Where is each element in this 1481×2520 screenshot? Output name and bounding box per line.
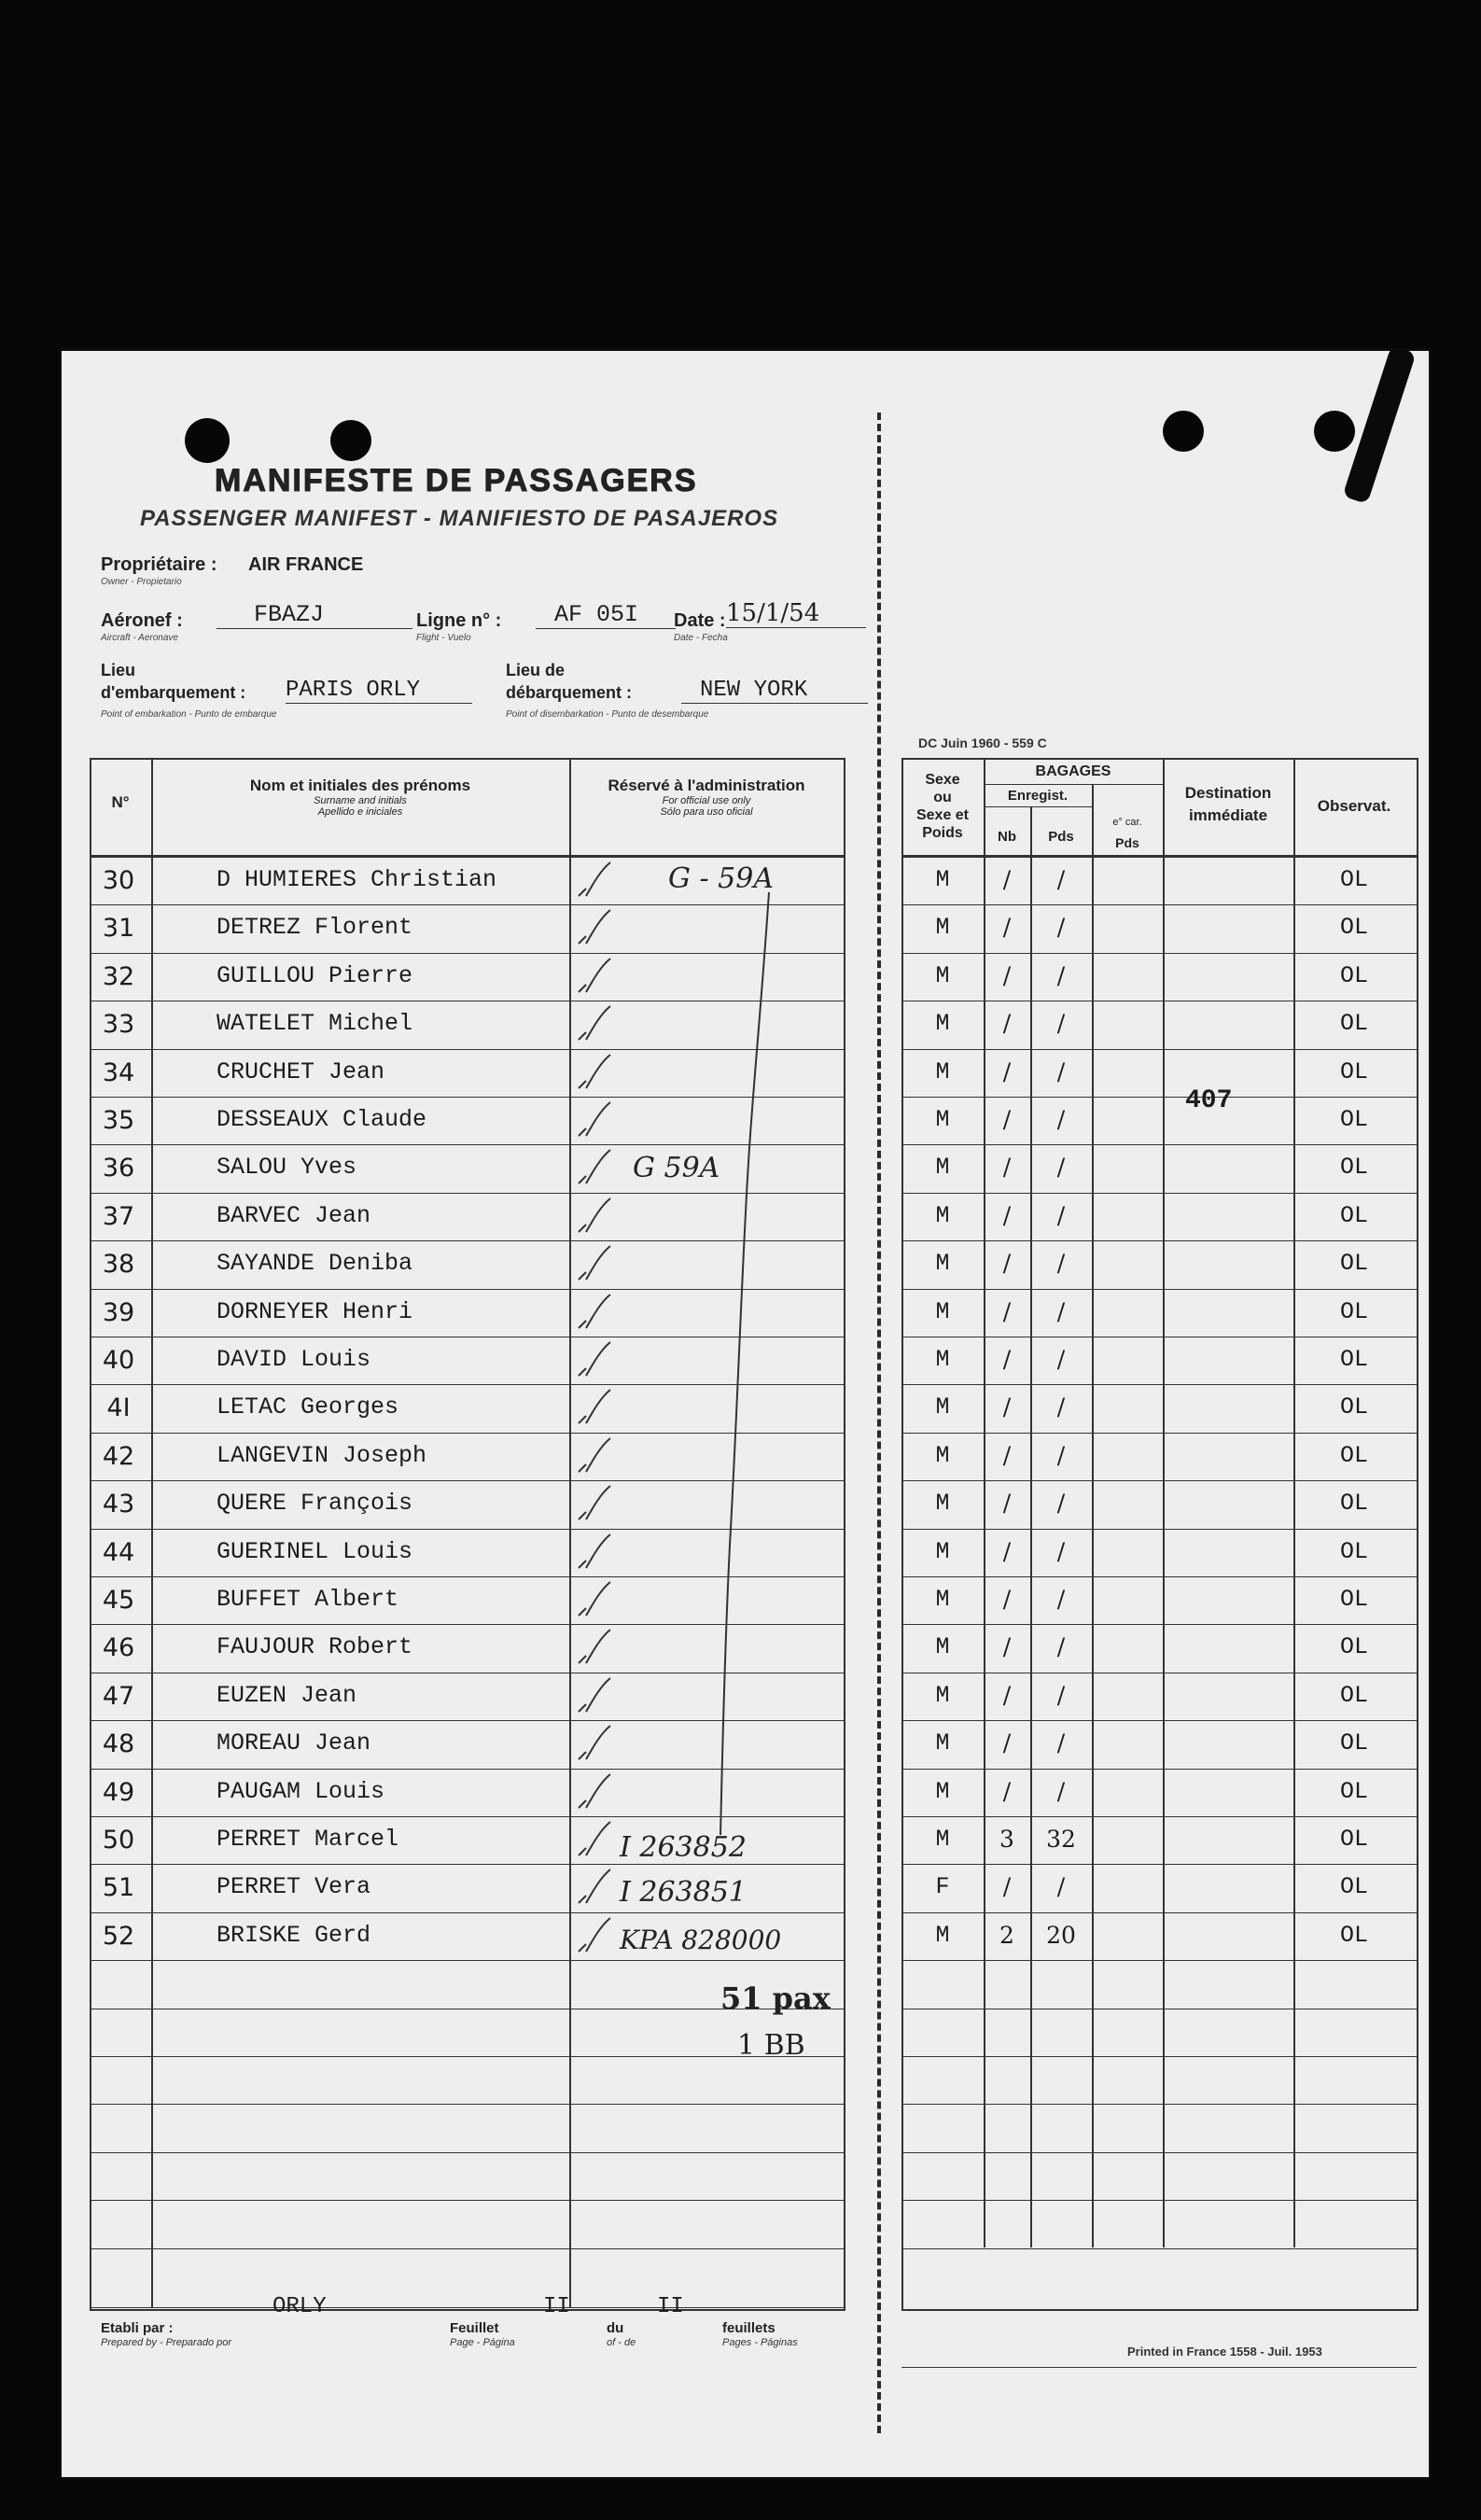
baggage-count: / xyxy=(1002,1202,1012,1229)
passenger-name: LETAC Georges xyxy=(217,1393,399,1421)
prepared-by-label: Etabli par : xyxy=(101,2320,174,2336)
passenger-sex: M xyxy=(935,1298,950,1325)
of-label: du xyxy=(607,2320,624,2336)
observation: OL xyxy=(1339,1393,1368,1421)
baggage-weight: / xyxy=(1056,866,1066,893)
row-line-right xyxy=(901,2200,1417,2201)
observation: OL xyxy=(1339,1010,1368,1037)
observation: OL xyxy=(1339,1922,1368,1949)
col-header-sex-4: Poids xyxy=(922,825,963,841)
printed-in-france: Printed in France 1558 - Juil. 1953 xyxy=(1127,2345,1322,2359)
passenger-sex: M xyxy=(935,1729,950,1757)
observation: OL xyxy=(1339,914,1368,941)
passenger-row-details xyxy=(901,1769,1417,1817)
baggage-weight: / xyxy=(1056,1586,1066,1613)
passenger-name: GUERINEL Louis xyxy=(217,1538,413,1565)
passenger-name: SALOU Yves xyxy=(217,1154,357,1181)
passenger-sex: M xyxy=(935,1250,950,1277)
passenger-number: 43 xyxy=(102,1490,135,1519)
check-mark-icon xyxy=(575,1818,612,1866)
row-line-right xyxy=(901,2248,1417,2249)
check-mark-icon xyxy=(575,1722,612,1770)
flight-sub: Flight - Vuelo xyxy=(416,633,471,643)
row-line-right xyxy=(901,2104,1417,2105)
prepared-by-sub: Prepared by - Preparado por xyxy=(101,2337,232,2348)
passenger-row-details xyxy=(901,1529,1417,1577)
center-fold-line xyxy=(877,413,881,2433)
passenger-number: 34 xyxy=(102,1058,135,1087)
baggage-count: / xyxy=(1002,1729,1012,1757)
passenger-row-details xyxy=(901,1097,1417,1145)
total-bb-note: 1 BB xyxy=(737,2029,805,2062)
row-line-left xyxy=(90,2200,844,2201)
passenger-name: BARVEC Jean xyxy=(217,1202,371,1229)
col-header-name-es: Apellido e iniciales xyxy=(317,806,403,818)
baggage-count: / xyxy=(1002,962,1012,989)
col-header-admin-en: For official use only xyxy=(662,795,751,806)
baggage-weight: / xyxy=(1056,1682,1066,1709)
passenger-sex: M xyxy=(935,1393,950,1421)
baggage-divider xyxy=(984,784,1163,785)
passenger-sex: M xyxy=(935,1586,950,1613)
observation: OL xyxy=(1339,1778,1368,1805)
aircraft-sub: Aircraft - Aeronave xyxy=(101,633,178,643)
passenger-row-details xyxy=(901,1193,1417,1241)
baggage-weight: / xyxy=(1056,1298,1066,1325)
check-mark-icon xyxy=(575,1866,612,1913)
col-header-sex-1: Sexe xyxy=(925,772,960,788)
observation: OL xyxy=(1339,1058,1368,1085)
observation: OL xyxy=(1339,1873,1368,1900)
passenger-name: DAVID Louis xyxy=(217,1346,371,1373)
manifest-title: MANIFESTE DE PASSAGERS xyxy=(215,463,698,498)
passenger-sex: M xyxy=(935,1106,950,1133)
check-mark-icon xyxy=(575,955,612,1002)
observation: OL xyxy=(1339,1586,1368,1613)
passenger-number: 52 xyxy=(102,1922,135,1951)
passenger-number: 30 xyxy=(102,866,135,895)
baggage-weight: / xyxy=(1056,1873,1066,1900)
observation: OL xyxy=(1339,1154,1368,1181)
check-mark-icon xyxy=(575,1146,612,1194)
baggage-count: / xyxy=(1002,1298,1012,1325)
passenger-name: EUZEN Jean xyxy=(217,1682,357,1709)
of-sub: of - de xyxy=(607,2337,636,2348)
owner-value: AIR FRANCE xyxy=(248,554,364,575)
baggage-count: / xyxy=(1002,1682,1012,1709)
admin-note-30: G - 59A xyxy=(668,862,775,895)
passenger-row-details xyxy=(901,953,1417,1001)
check-mark-icon xyxy=(575,1195,612,1242)
passenger-number: 32 xyxy=(102,962,135,991)
sheets-label: feuillets xyxy=(722,2320,775,2336)
passenger-name: LANGEVIN Joseph xyxy=(217,1442,427,1469)
baggage-count: / xyxy=(1002,1490,1012,1517)
row-line-left xyxy=(90,2152,844,2153)
passenger-sex: M xyxy=(935,1154,950,1181)
row-line-right xyxy=(901,2152,1417,2153)
check-mark-icon xyxy=(575,1386,612,1434)
flight-label: Ligne n° : xyxy=(416,610,502,631)
passenger-row-details xyxy=(901,1480,1417,1529)
passenger-sex: M xyxy=(935,1922,950,1949)
passenger-number: 35 xyxy=(102,1106,135,1135)
col-header-admin-es: Sólo para uso oficial xyxy=(660,806,753,818)
passenger-row-details xyxy=(901,1576,1417,1625)
footer-divider-right xyxy=(901,2367,1417,2368)
baggage-weight: / xyxy=(1056,914,1066,941)
passenger-row-details xyxy=(901,1144,1417,1193)
observation: OL xyxy=(1339,1298,1368,1325)
baggage-weight: / xyxy=(1056,1538,1066,1565)
baggage-count: / xyxy=(1002,1538,1012,1565)
baggage-count: / xyxy=(1002,1586,1012,1613)
baggage-count: / xyxy=(1002,1778,1012,1805)
passenger-name: MOREAU Jean xyxy=(217,1729,371,1757)
passenger-number: 42 xyxy=(102,1442,135,1471)
embark-sub: Point of embarkation - Punto de embarque xyxy=(101,709,277,720)
col-header-sex-3: Sexe et xyxy=(915,807,970,823)
check-mark-icon xyxy=(575,1578,612,1626)
baggage-count: / xyxy=(1002,866,1012,893)
observation: OL xyxy=(1339,1106,1368,1133)
passenger-sex: M xyxy=(935,866,950,893)
footer-divider-left xyxy=(90,2307,844,2308)
of-value: II xyxy=(657,2294,684,2319)
observation: OL xyxy=(1339,962,1368,989)
baggage-weight: / xyxy=(1056,962,1066,989)
passenger-sex: F xyxy=(935,1873,950,1900)
passenger-name: WATELET Michel xyxy=(217,1010,413,1037)
passenger-number: 49 xyxy=(102,1778,135,1807)
col-header-pds: Pds xyxy=(1048,829,1074,845)
passenger-row-details xyxy=(901,857,1417,905)
embark-label-2: d'embarquement : xyxy=(101,683,246,702)
date-value: 15/1/54 xyxy=(726,599,866,628)
passenger-name: SAYANDE Deniba xyxy=(217,1250,413,1277)
baggage-weight: / xyxy=(1056,1154,1066,1181)
col-header-nb: Nb xyxy=(998,829,1016,845)
col-header-dest-2: immédiate xyxy=(1188,806,1268,824)
baggage-count: / xyxy=(1002,1442,1012,1469)
admin-note-52: KPA 828000 xyxy=(620,1925,782,1955)
check-mark-icon xyxy=(575,1482,612,1530)
passenger-number: 46 xyxy=(102,1633,135,1662)
baggage-count: / xyxy=(1002,1010,1012,1037)
check-mark-icon xyxy=(575,859,612,906)
baggage-count: / xyxy=(1002,1154,1012,1181)
passenger-name: BUFFET Albert xyxy=(217,1586,399,1613)
baggage-count: / xyxy=(1002,1346,1012,1373)
passenger-number: 40 xyxy=(102,1346,135,1375)
baggage-count: / xyxy=(1002,1393,1012,1421)
passenger-name: FAUJOUR Robert xyxy=(217,1633,413,1660)
baggage-count: 2 xyxy=(999,1922,1014,1949)
baggage-count: / xyxy=(1002,1250,1012,1277)
form-reference: DC Juin 1960 - 559 C xyxy=(918,735,1047,750)
passenger-name: GUILLOU Pierre xyxy=(217,962,413,989)
enreg-divider xyxy=(984,806,1092,807)
passenger-number: 33 xyxy=(102,1010,135,1039)
baggage-weight: / xyxy=(1056,1250,1066,1277)
passenger-number: 38 xyxy=(102,1250,135,1279)
observation: OL xyxy=(1339,1202,1368,1229)
punch-hole-right-2 xyxy=(1314,411,1355,452)
passenger-sex: M xyxy=(935,1538,950,1565)
passenger-row-details xyxy=(901,1384,1417,1433)
baggage-count: / xyxy=(1002,1058,1012,1085)
passenger-sex: M xyxy=(935,1058,950,1085)
passenger-row-details xyxy=(901,1816,1417,1865)
passenger-number: 4I xyxy=(106,1393,131,1422)
passenger-number: 36 xyxy=(102,1154,135,1183)
total-pax-note: 51 pax xyxy=(720,1981,831,2016)
check-mark-icon xyxy=(575,1002,612,1050)
admin-note-50: I 263852 xyxy=(620,1831,747,1864)
baggage-weight: / xyxy=(1056,1010,1066,1037)
sheet-label: Feuillet xyxy=(450,2320,499,2336)
admin-note-51: I 263851 xyxy=(620,1876,747,1909)
admin-note-36: G 59A xyxy=(633,1152,720,1184)
passenger-row-details xyxy=(901,1864,1417,1912)
baggage-weight: / xyxy=(1056,1058,1066,1085)
passenger-sex: M xyxy=(935,1490,950,1517)
sheet-value: II xyxy=(543,2294,570,2319)
disembark-label-1: Lieu de xyxy=(506,661,566,679)
passenger-row-details xyxy=(901,1912,1417,1961)
passenger-row-details xyxy=(901,1337,1417,1385)
passenger-number: 37 xyxy=(102,1202,135,1231)
check-mark-icon xyxy=(575,1771,612,1818)
passenger-row-details xyxy=(901,1433,1417,1481)
observation: OL xyxy=(1339,1538,1368,1565)
disembark-label-2: débarquement : xyxy=(506,683,633,702)
col-header-name: Nom et initiales des prénoms xyxy=(249,777,471,794)
observation: OL xyxy=(1339,1250,1368,1277)
col-header-admin: Réservé à l'administration xyxy=(608,777,805,794)
destination-407: 407 xyxy=(1185,1086,1233,1115)
check-mark-icon xyxy=(575,1531,612,1578)
baggage-weight: / xyxy=(1056,1490,1066,1517)
passenger-sex: M xyxy=(935,1682,950,1709)
passenger-name: PAUGAM Louis xyxy=(217,1778,385,1805)
check-mark-icon xyxy=(575,1338,612,1386)
passenger-row-details xyxy=(901,1049,1417,1098)
baggage-count: / xyxy=(1002,1106,1012,1133)
owner-sub: Owner - Propietario xyxy=(101,577,182,587)
observation: OL xyxy=(1339,1633,1368,1660)
prepared-by-value: ORLY xyxy=(272,2294,327,2319)
disembark-value: NEW YORK xyxy=(681,678,868,704)
observation: OL xyxy=(1339,1346,1368,1373)
baggage-weight: / xyxy=(1056,1778,1066,1805)
aircraft-label: Aéronef : xyxy=(101,610,183,631)
row-line-left xyxy=(90,2248,844,2249)
passenger-row-details xyxy=(901,1240,1417,1289)
passenger-row-details xyxy=(901,1289,1417,1337)
check-mark-icon xyxy=(575,1626,612,1673)
passenger-name: DESSEAUX Claude xyxy=(217,1106,427,1133)
manifest-sheet xyxy=(62,351,1429,2477)
passenger-sex: M xyxy=(935,1346,950,1373)
baggage-weight: / xyxy=(1056,1729,1066,1757)
passenger-sex: M xyxy=(935,914,950,941)
passenger-number: 39 xyxy=(102,1298,135,1327)
passenger-row-details xyxy=(901,1624,1417,1673)
check-mark-icon xyxy=(575,1674,612,1722)
col-header-enreg: Enregist. xyxy=(1007,788,1069,804)
punch-hole-left-1 xyxy=(185,418,230,463)
passenger-sex: M xyxy=(935,1442,950,1469)
baggage-count: / xyxy=(1002,914,1012,941)
row-line-right xyxy=(901,2056,1417,2057)
disembark-sub: Point of disembarkation - Punto de desembarque xyxy=(506,709,709,720)
check-mark-icon xyxy=(575,1051,612,1099)
passenger-number: 45 xyxy=(102,1586,135,1615)
passenger-row-details xyxy=(901,904,1417,953)
col-header-excess-1: e° car. xyxy=(1112,817,1142,828)
sheets-sub: Pages - Páginas xyxy=(722,2337,798,2348)
sheet-sub: Page - Página xyxy=(450,2337,515,2348)
date-label: Date : xyxy=(674,610,726,631)
row-line-left xyxy=(90,2104,844,2105)
passenger-sex: M xyxy=(935,1633,950,1660)
col-header-no: N° xyxy=(111,793,130,811)
embark-label-1: Lieu xyxy=(101,661,136,679)
col-header-sex-2: ou xyxy=(933,790,952,805)
baggage-weight: 32 xyxy=(1046,1826,1076,1853)
passenger-row-details xyxy=(901,1720,1417,1769)
passenger-number: 50 xyxy=(102,1826,135,1855)
flight-value: AF 05I xyxy=(536,601,676,629)
passenger-number: 44 xyxy=(102,1538,135,1567)
baggage-weight: 20 xyxy=(1046,1922,1076,1949)
check-mark-icon xyxy=(575,1291,612,1338)
passenger-sex: M xyxy=(935,962,950,989)
passenger-number: 48 xyxy=(102,1729,135,1758)
observation: OL xyxy=(1339,1826,1368,1853)
baggage-count: / xyxy=(1002,1633,1012,1660)
passenger-name: PERRET Vera xyxy=(217,1873,371,1900)
check-mark-icon xyxy=(575,906,612,954)
observation: OL xyxy=(1339,1682,1368,1709)
admin-connector-line xyxy=(659,892,780,1844)
observation: OL xyxy=(1339,1490,1368,1517)
aircraft-value: FBAZJ xyxy=(217,601,412,629)
passenger-sex: M xyxy=(935,1778,950,1805)
passenger-number: 31 xyxy=(102,914,135,943)
embark-value: PARIS ORLY xyxy=(286,678,472,704)
passenger-name: D HUMIERES Christian xyxy=(217,866,497,893)
check-mark-icon xyxy=(575,1435,612,1482)
baggage-count: / xyxy=(1002,1873,1012,1900)
manifest-subtitle: PASSENGER MANIFEST - MANIFIESTO DE PASAJEROS xyxy=(140,506,779,531)
col-header-obs: Observat. xyxy=(1317,797,1391,815)
passenger-name: PERRET Marcel xyxy=(217,1826,399,1853)
punch-hole-left-2 xyxy=(330,420,371,461)
passenger-name: DORNEYER Henri xyxy=(217,1298,413,1325)
baggage-weight: / xyxy=(1056,1633,1066,1660)
col-header-name-en: Surname and initials xyxy=(314,795,407,806)
passenger-sex: M xyxy=(935,1010,950,1037)
row-line-left xyxy=(90,2056,844,2057)
col-header-dest-1: Destination xyxy=(1184,784,1272,802)
passenger-name: CRUCHET Jean xyxy=(217,1058,385,1085)
check-mark-icon xyxy=(575,1914,612,1962)
observation: OL xyxy=(1339,1442,1368,1469)
passenger-name: QUERE François xyxy=(217,1490,413,1517)
baggage-count: 3 xyxy=(999,1826,1014,1853)
baggage-weight: / xyxy=(1056,1442,1066,1469)
col-header-excess-2: Pds xyxy=(1115,835,1139,850)
col-header-baggage: BAGAGES xyxy=(1035,763,1111,779)
baggage-weight: / xyxy=(1056,1202,1066,1229)
passenger-sex: M xyxy=(935,1826,950,1853)
punch-hole-right-1 xyxy=(1163,411,1204,452)
owner-label: Propriétaire : xyxy=(101,554,217,575)
passenger-number: 51 xyxy=(102,1873,135,1902)
check-mark-icon xyxy=(575,1099,612,1146)
passenger-row-details xyxy=(901,1673,1417,1721)
baggage-weight: / xyxy=(1056,1393,1066,1421)
observation: OL xyxy=(1339,866,1368,893)
passenger-name: BRISKE Gerd xyxy=(217,1922,371,1949)
baggage-weight: / xyxy=(1056,1346,1066,1373)
passenger-number: 47 xyxy=(102,1682,135,1711)
date-sub: Date - Fecha xyxy=(674,633,728,643)
passenger-row-details xyxy=(901,1001,1417,1049)
check-mark-icon xyxy=(575,1242,612,1290)
observation: OL xyxy=(1339,1729,1368,1757)
passenger-name: DETREZ Florent xyxy=(217,914,413,941)
baggage-weight: / xyxy=(1056,1106,1066,1133)
passenger-sex: M xyxy=(935,1202,950,1229)
